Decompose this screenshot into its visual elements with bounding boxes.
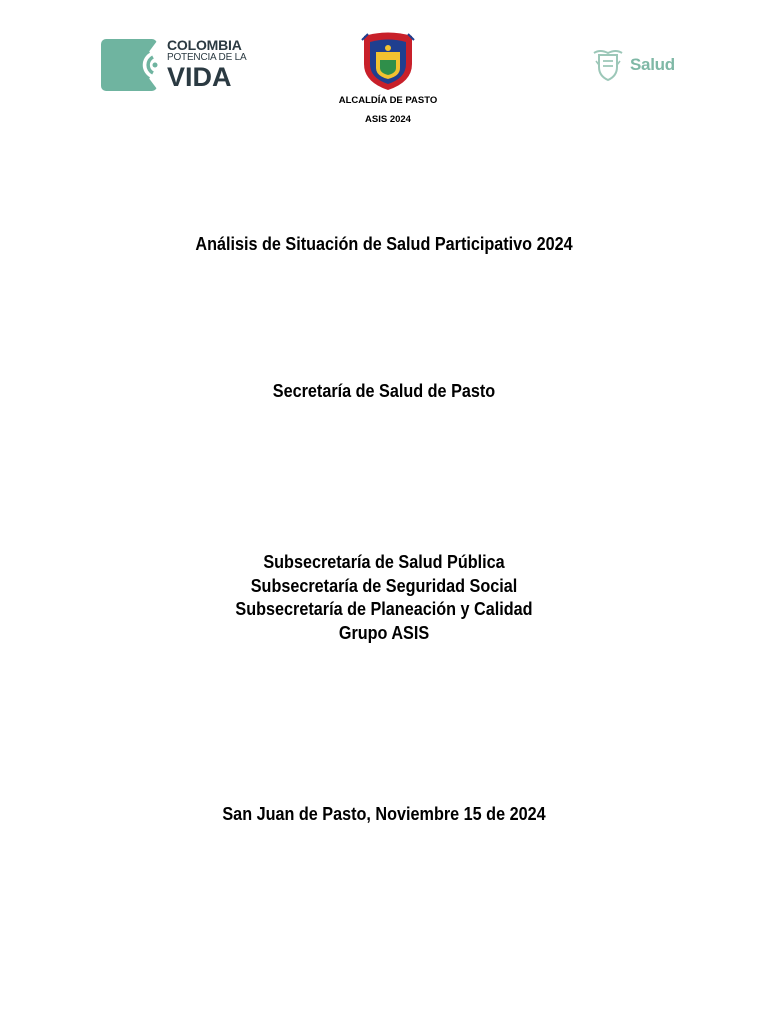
- alcaldia-pasto-logo: [332, 30, 444, 130]
- unit-seguridad-social: Subsecretaría de Seguridad Social: [250, 575, 518, 596]
- minsalud-logo: [590, 47, 680, 83]
- alcaldia-pasto-coat-of-arms-icon: [358, 30, 418, 92]
- colombia-potencia-vida-logo-icon: [101, 38, 159, 92]
- unit-salud-publica: Subsecretaría de Salud Pública: [263, 552, 505, 572]
- alcaldia-pasto-label: ALCALDÍA DE PASTO: [338, 95, 438, 106]
- units-list: [38, 551, 729, 645]
- logo-potencia-text: POTENCIA DE LA: [167, 52, 247, 63]
- asis-code-label: ASIS 2024: [365, 114, 411, 125]
- document-title: Análisis de Situación de Salud Participativo 2024: [195, 234, 573, 254]
- logo-vida-text: VIDA: [167, 62, 232, 92]
- place-date: San Juan de Pasto, Noviembre 15 de 2024: [222, 804, 546, 824]
- minsalud-coat-of-arms-icon: [590, 47, 626, 83]
- unit-grupo-asis: Grupo ASIS: [338, 622, 430, 643]
- department-name: Secretaría de Salud de Pasto: [272, 381, 496, 401]
- colombia-potencia-vida-logo: [101, 38, 251, 94]
- salud-logo-text: Salud: [630, 55, 675, 74]
- unit-planeacion-calidad: Subsecretaría de Planeación y Calidad: [235, 599, 533, 619]
- logo-colombia-text: COLOMBIA: [167, 37, 242, 53]
